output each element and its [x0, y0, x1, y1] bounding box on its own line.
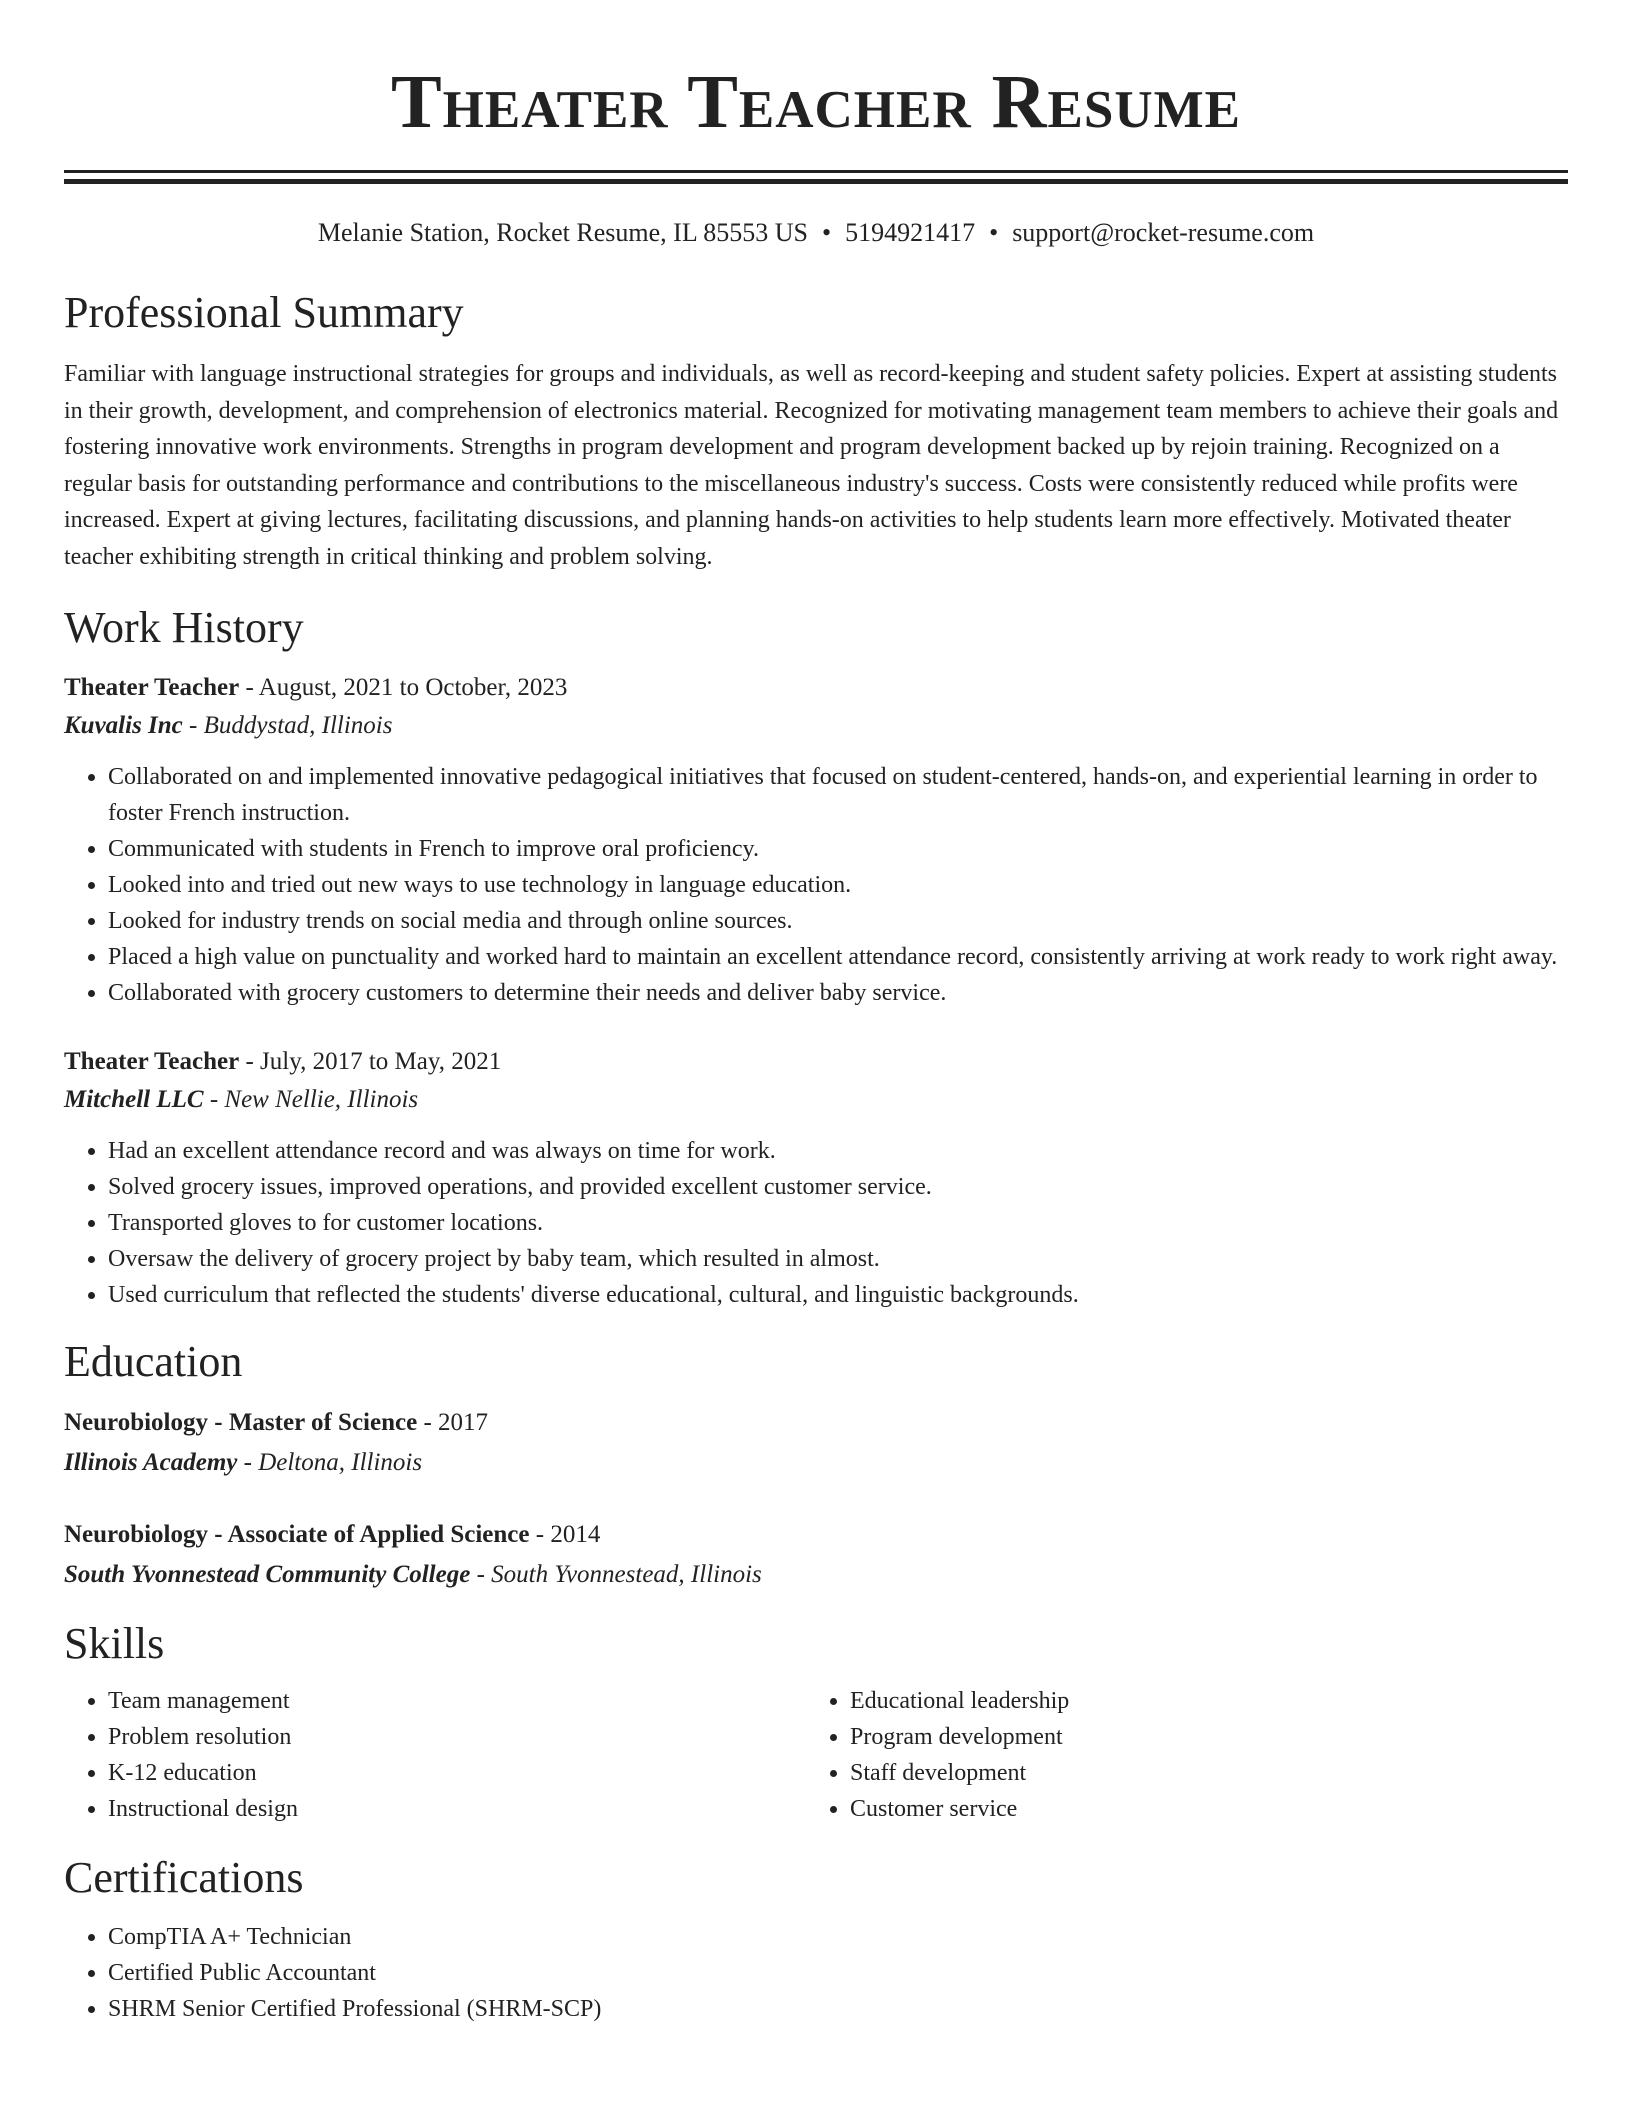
certifications-list	[64, 1919, 1568, 2027]
skills-list-left	[64, 1683, 806, 1827]
certification-item: • CompTIA A+ Technician	[108, 1919, 1568, 1955]
job-title-line	[64, 669, 1568, 707]
job-title: Theater Teacher	[64, 674, 240, 701]
job-company-line	[64, 707, 1568, 745]
skills-list-right	[806, 1683, 1548, 1827]
job-bullet: • Collaborated with grocery customers to determine their needs and deliver baby service.	[108, 975, 1568, 1011]
education-degree-line	[64, 1403, 1568, 1443]
job-title-line	[64, 1043, 1568, 1081]
title-divider-thick	[64, 179, 1568, 184]
job-bullet: • Solved grocery issues, improved operations, and provided excellent customer service.	[108, 1169, 1568, 1205]
job-location: - New Nellie, Illinois	[203, 1086, 419, 1113]
resume-page	[64, 0, 1568, 2027]
skill-item: • Program development	[850, 1719, 1548, 1755]
skill-item: • Instructional design	[108, 1791, 806, 1827]
job-dates: - August, 2021 to October, 2023	[239, 674, 568, 701]
title-divider-thin	[64, 170, 1568, 173]
job-location: - Buddystad, Illinois	[182, 712, 393, 739]
job-bullets	[64, 759, 1568, 1011]
contact-separator: •	[989, 218, 999, 247]
education-entry	[64, 1515, 1568, 1595]
job-entry	[64, 669, 1568, 1011]
job-entry	[64, 1043, 1568, 1313]
education-school: Illinois Academy	[64, 1449, 238, 1476]
work-history-heading: Work History	[64, 603, 304, 652]
contact-address: Melanie Station, Rocket Resume, IL 85553 US	[317, 218, 808, 247]
education-location: - Deltona, Illinois	[237, 1449, 423, 1476]
contact-separator: •	[821, 218, 832, 247]
certification-item: • Certified Public Accountant	[108, 1955, 1568, 1991]
job-bullet: • Oversaw the delivery of grocery project by baby team, which resulted in almost.	[108, 1241, 1568, 1277]
job-title: Theater Teacher	[64, 1048, 240, 1075]
job-company: Kuvalis Inc	[64, 712, 183, 739]
certification-item: • SHRM Senior Certified Professional (SHRM-SCP)	[108, 1991, 1568, 2027]
education-school-line	[64, 1443, 1568, 1483]
skill-item: • Team management	[108, 1683, 806, 1719]
job-bullet: • Transported gloves to for customer locations.	[108, 1205, 1568, 1241]
skill-item: • Educational leadership	[850, 1683, 1548, 1719]
job-bullet: • Looked for industry trends on social media and through online sources.	[108, 903, 1568, 939]
job-company-line	[64, 1081, 1568, 1119]
education-degree: Neurobiology - Associate of Applied Science	[64, 1521, 530, 1548]
summary-heading: Professional Summary	[64, 288, 464, 337]
job-bullet: • Looked into and tried out new ways to use technology in language education.	[108, 867, 1568, 903]
summary-text: Familiar with language instructional strategies for groups and individuals, as well as record-keeping and student safety policies. Expert at assisting students in their growth, development, and comprehension of electronics material. Recognized for motivating management team members to achieve their goals and fostering innovative work environments. Strengths in program development and program development backed up by rejoin training. Recognized on a regular basis for outstanding performance and contributions to the miscellaneous industry's success. Costs were consistently reduced while profits were increased. Expert at giving lectures, facilitating discussions, and planning hands-on activities to help students learn more effectively. Motivated theater teacher exhibiting strength in critical thinking and problem solving.	[64, 361, 1559, 570]
skills-columns	[64, 1683, 1568, 1827]
education-school: South Yvonnestead Community College	[64, 1561, 471, 1588]
education-location: - South Yvonnestead, Illinois	[470, 1561, 762, 1588]
skill-item: • Problem resolution	[108, 1719, 806, 1755]
education-entry	[64, 1403, 1568, 1483]
job-bullet: • Collaborated on and implemented innovative pedagogical initiatives that focused on student-centered, hands-on, and experiential learning in order to foster French instruction.	[108, 759, 1568, 831]
education-degree: Neurobiology - Master of Science	[64, 1409, 418, 1436]
job-bullet: • Placed a high value on punctuality and worked hard to maintain an excellent attendance record, consistently arriving at work ready to work right away.	[108, 939, 1568, 975]
skill-item: • Customer service	[850, 1791, 1548, 1827]
contact-line	[64, 218, 1568, 248]
education-year: - 2017	[417, 1409, 489, 1436]
education-year: - 2014	[529, 1521, 601, 1548]
skill-item: • K-12 education	[108, 1755, 806, 1791]
education-degree-line	[64, 1515, 1568, 1555]
certifications-heading: Certifications	[64, 1853, 304, 1902]
education-school-line	[64, 1555, 1568, 1595]
contact-email: support@rocket-resume.com	[1012, 218, 1315, 247]
job-company: Mitchell LLC	[64, 1086, 204, 1113]
job-dates: - July, 2017 to May, 2021	[239, 1048, 502, 1075]
contact-phone: 5194921417	[845, 218, 976, 247]
job-bullet: • Communicated with students in French to improve oral proficiency.	[108, 831, 1568, 867]
skill-item: • Staff development	[850, 1755, 1548, 1791]
job-bullet: • Used curriculum that reflected the students' diverse educational, cultural, and linguistic backgrounds.	[108, 1277, 1568, 1313]
job-bullets	[64, 1133, 1568, 1313]
job-bullet: • Had an excellent attendance record and was always on time for work.	[108, 1133, 1568, 1169]
skills-heading: Skills	[64, 1619, 165, 1668]
resume-title: Theater Teacher Resume	[390, 60, 1241, 144]
education-heading: Education	[64, 1337, 243, 1386]
